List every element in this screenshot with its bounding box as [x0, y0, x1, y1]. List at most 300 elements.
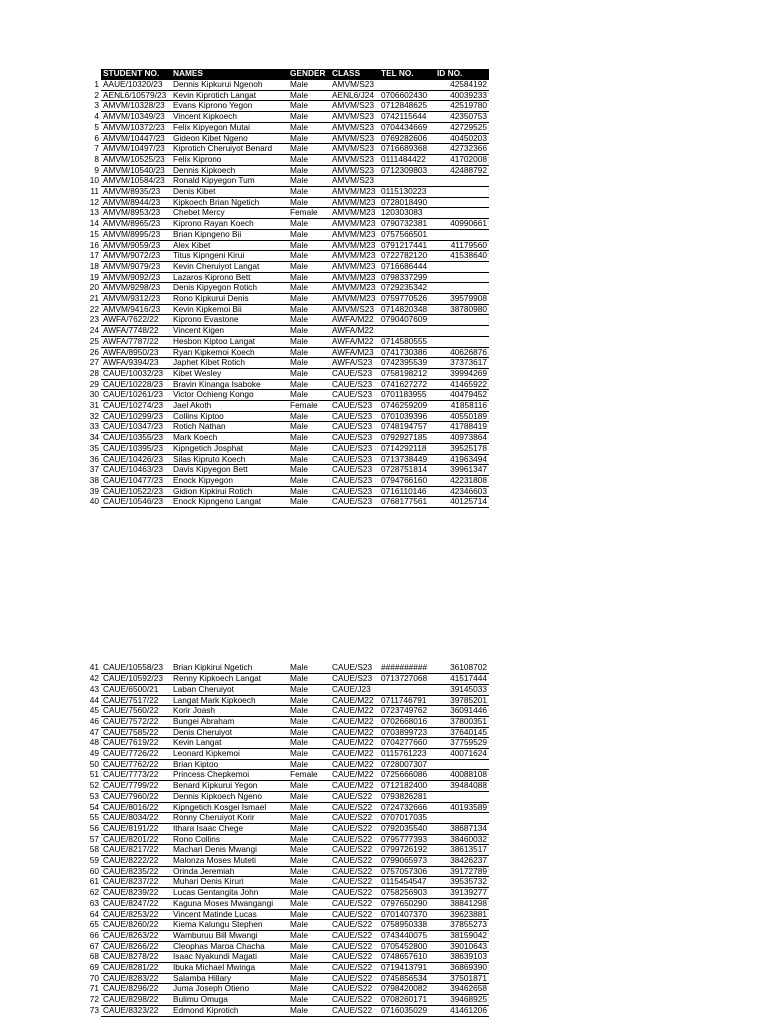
name-cell: Bulimu Omuga	[171, 995, 288, 1006]
table-row	[85, 368, 489, 379]
tel-no-cell: 0712309803	[379, 165, 435, 176]
table-row	[85, 898, 489, 909]
table-row	[85, 791, 489, 802]
name-cell: Edmond Kiprotich	[171, 1005, 288, 1016]
class-cell: CAUE/M22	[330, 695, 379, 706]
table-row	[85, 888, 489, 899]
gender-cell: Male	[288, 261, 330, 272]
gender-cell: Male	[288, 454, 330, 465]
class-cell: CAUE/M22	[330, 738, 379, 749]
row-number: 44	[89, 695, 99, 705]
tel-no-cell: 0724732666	[379, 802, 435, 813]
name-cell: Felix Kipyegon Mutai	[171, 122, 288, 133]
class-cell: CAUE/S22	[330, 845, 379, 856]
table-row	[85, 401, 489, 412]
class-cell: AMVM/M23	[330, 219, 379, 230]
name-cell: Enock Kipyegon	[171, 476, 288, 487]
name-cell: Kevin Kiprotich Langat	[171, 90, 288, 101]
tel-no-cell: 0706602430	[379, 90, 435, 101]
student-no-cell: CAUE/10355/23	[101, 433, 171, 444]
student-no-cell: CAUE/10032/23	[101, 368, 171, 379]
tel-no-cell: 0712182400	[379, 781, 435, 792]
table-row	[85, 433, 489, 444]
name-cell: Denis Cheruiyot	[171, 727, 288, 738]
id-no-cell	[435, 326, 489, 337]
name-cell: Brian Kipngeno Bii	[171, 229, 288, 240]
row-number: 64	[89, 909, 99, 919]
student-no-cell: CAUE/7762/22	[101, 759, 171, 770]
gender-cell: Male	[288, 973, 330, 984]
row-number: 69	[89, 962, 99, 973]
id-no-cell: 40193589	[435, 802, 489, 813]
name-cell: Mark Koech	[171, 433, 288, 444]
gender-cell: Male	[288, 368, 330, 379]
student-no-cell: AMVM/9092/23	[101, 272, 171, 283]
gender-cell: Male	[288, 315, 330, 326]
gender-cell: Male	[288, 433, 330, 444]
class-cell: AMVM/S23	[330, 122, 379, 133]
name-cell: Rotich Nathan	[171, 422, 288, 433]
name-cell: Kipkoech Brian Ngetich	[171, 197, 288, 208]
id-no-cell: 36869390	[435, 963, 489, 974]
class-cell: CAUE/S22	[330, 973, 379, 984]
tel-no-cell: 0729235342	[379, 283, 435, 294]
id-no-cell: 41465922	[435, 379, 489, 390]
tel-no-cell: 0790407609	[379, 315, 435, 326]
row-number: 50	[89, 759, 99, 769]
class-cell: AMVM/M23	[330, 240, 379, 251]
tel-no-cell: 0758950338	[379, 920, 435, 931]
row-number: 12	[89, 197, 99, 207]
header-id-no: ID NO.	[435, 69, 489, 80]
id-no-cell: 40071624	[435, 749, 489, 760]
id-no-cell: 39525178	[435, 443, 489, 454]
gender-cell: Male	[288, 347, 330, 358]
table-row	[85, 411, 489, 422]
name-cell: Ronny Cheruiyot Korir	[171, 813, 288, 824]
table-row	[85, 379, 489, 390]
tel-no-cell: 0791217441	[379, 240, 435, 251]
table-row	[85, 738, 489, 749]
name-cell: Kipngetich Kosgei Ismael	[171, 802, 288, 813]
gender-cell: Male	[288, 716, 330, 727]
table-row	[85, 122, 489, 133]
id-no-cell: 38687134	[435, 823, 489, 834]
class-cell: CAUE/S23	[330, 401, 379, 412]
id-no-cell: 39535732	[435, 877, 489, 888]
class-cell: CAUE/M22	[330, 749, 379, 760]
name-cell: Silas Kipruto Koech	[171, 454, 288, 465]
student-no-cell: CAUE/8239/22	[101, 888, 171, 899]
row-number: 15	[89, 229, 99, 239]
row-number: 20	[89, 282, 99, 293]
id-no-cell: 40450203	[435, 133, 489, 144]
tel-no-cell: 0769282606	[379, 133, 435, 144]
name-cell: Kevin Langat	[171, 738, 288, 749]
name-cell: Ryan Kipkemoi Koech	[171, 347, 288, 358]
student-no-cell: CAUE/6500/21	[101, 684, 171, 695]
table-row	[85, 920, 489, 931]
table-row	[85, 823, 489, 834]
id-no-cell: 39139277	[435, 888, 489, 899]
table-row	[85, 727, 489, 738]
table-row	[85, 716, 489, 727]
gender-cell: Male	[288, 920, 330, 931]
gender-cell: Male	[288, 888, 330, 899]
gender-cell: Male	[288, 112, 330, 123]
tel-no-cell: 0714820348	[379, 304, 435, 315]
row-number: 11	[90, 186, 99, 197]
name-cell: Isaac Nyakundi Magati	[171, 952, 288, 963]
class-cell: CAUE/S23	[330, 674, 379, 685]
id-no-cell: 39994269	[435, 368, 489, 379]
tel-no-cell: 0742395539	[379, 358, 435, 369]
name-cell: Denis Kipyegon Rotich	[171, 283, 288, 294]
table-row	[85, 187, 489, 198]
id-no-cell: 41517444	[435, 674, 489, 685]
id-no-cell	[435, 791, 489, 802]
row-number: 22	[89, 304, 99, 314]
tel-no-cell: 0701407370	[379, 909, 435, 920]
table-row	[85, 813, 489, 824]
tel-no-cell: 0795777393	[379, 834, 435, 845]
student-no-cell: AMVM/9072/23	[101, 251, 171, 262]
class-cell: CAUE/S23	[330, 411, 379, 422]
table-row	[85, 336, 489, 347]
id-no-cell: 38159042	[435, 930, 489, 941]
student-no-cell: AMVM/10349/23	[101, 112, 171, 123]
id-no-cell: 41461206	[435, 1005, 489, 1016]
row-number: 70	[89, 973, 99, 983]
class-cell: CAUE/S23	[330, 476, 379, 487]
gender-cell: Male	[288, 984, 330, 995]
student-no-cell: CAUE/10592/23	[101, 674, 171, 685]
id-no-cell: 37855273	[435, 920, 489, 931]
name-cell: Ibuka Michael Mwinga	[171, 963, 288, 974]
table-row	[85, 706, 489, 717]
student-no-cell: CAUE/8281/22	[101, 963, 171, 974]
row-number: 39	[89, 486, 99, 496]
gender-cell: Male	[288, 791, 330, 802]
class-cell: CAUE/S22	[330, 834, 379, 845]
table-row	[85, 781, 489, 792]
student-no-cell: CAUE/8260/22	[101, 920, 171, 931]
student-no-cell: CAUE/8323/22	[101, 1005, 171, 1016]
table-row	[85, 208, 489, 219]
gender-cell: Male	[288, 165, 330, 176]
student-no-cell: CAUE/8016/22	[101, 802, 171, 813]
gender-cell: Male	[288, 877, 330, 888]
id-no-cell: 39785201	[435, 695, 489, 706]
class-cell: CAUE/S22	[330, 823, 379, 834]
class-cell: CAUE/S22	[330, 1005, 379, 1016]
id-no-cell: 41702008	[435, 154, 489, 165]
gender-cell: Male	[288, 909, 330, 920]
student-no-cell: AMVM/8944/23	[101, 197, 171, 208]
student-no-cell: AENL6/10579/23	[101, 90, 171, 101]
table-row	[85, 101, 489, 112]
class-cell: CAUE/S23	[330, 433, 379, 444]
id-no-cell: 42346603	[435, 486, 489, 497]
id-no-cell: 40550189	[435, 411, 489, 422]
class-cell: CAUE/S23	[330, 379, 379, 390]
gender-cell: Male	[288, 90, 330, 101]
student-no-cell: AMVM/9298/23	[101, 283, 171, 294]
gender-cell: Male	[288, 197, 330, 208]
gender-cell: Male	[288, 738, 330, 749]
gender-cell: Male	[288, 952, 330, 963]
student-no-cell: AMVM/8953/23	[101, 208, 171, 219]
student-no-cell: CAUE/8201/22	[101, 834, 171, 845]
student-no-cell: CAUE/10477/23	[101, 476, 171, 487]
row-number: 18	[89, 261, 99, 271]
id-no-cell	[435, 283, 489, 294]
name-cell: Salamba Hillary	[171, 973, 288, 984]
gender-cell: Male	[288, 1005, 330, 1016]
header-class: CLASS	[330, 69, 379, 80]
row-number: 31	[89, 400, 99, 411]
gender-cell: Male	[288, 674, 330, 685]
name-cell: Gideon Kibet Ngeno	[171, 133, 288, 144]
row-number: 17	[89, 250, 99, 261]
table-row	[85, 973, 489, 984]
class-cell: CAUE/M22	[330, 706, 379, 717]
table-row	[85, 229, 489, 240]
tel-no-cell: 0728018490	[379, 197, 435, 208]
student-no-cell: AMVM/10497/23	[101, 144, 171, 155]
class-cell: CAUE/S23	[330, 497, 379, 508]
name-cell: Dennis Kipkoech	[171, 165, 288, 176]
student-no-cell: AMVM/8965/23	[101, 219, 171, 230]
class-cell: CAUE/S22	[330, 920, 379, 931]
id-no-cell: 41788419	[435, 422, 489, 433]
id-no-cell	[435, 261, 489, 272]
name-cell: Felix Kiprono	[171, 154, 288, 165]
gender-cell: Male	[288, 358, 330, 369]
student-no-cell: CAUE/8222/22	[101, 856, 171, 867]
gender-cell: Male	[288, 813, 330, 824]
row-number: 24	[89, 325, 99, 336]
tel-no-cell: 0798420082	[379, 984, 435, 995]
student-table-bottom	[85, 663, 489, 1017]
name-cell: Wamburuu Bill Mwangi	[171, 930, 288, 941]
class-cell: AMVM/M23	[330, 283, 379, 294]
id-no-cell	[435, 229, 489, 240]
row-number: 45	[89, 705, 99, 716]
gender-cell: Male	[288, 465, 330, 476]
class-cell: AWFA/M22	[330, 336, 379, 347]
table-row	[85, 684, 489, 695]
row-number: 30	[89, 389, 99, 400]
table-row	[85, 759, 489, 770]
tel-no-cell: 0716686444	[379, 261, 435, 272]
row-number: 66	[89, 930, 99, 940]
name-cell: Vincent Kipkoech	[171, 112, 288, 123]
gender-cell: Male	[288, 101, 330, 112]
gender-cell: Male	[288, 749, 330, 760]
row-number: 55	[89, 812, 99, 823]
name-cell: Lucas Gentangita John	[171, 888, 288, 899]
class-cell: AENL6/J24	[330, 90, 379, 101]
tel-no-cell: ##########	[379, 663, 435, 674]
table-row	[85, 443, 489, 454]
table-row	[85, 347, 489, 358]
row-number: 33	[89, 421, 99, 432]
class-cell: CAUE/S23	[330, 663, 379, 674]
student-no-cell: AMVM/10372/23	[101, 122, 171, 133]
name-cell: Malonza Moses Muteti	[171, 856, 288, 867]
table-row	[85, 80, 489, 91]
row-number: 65	[89, 919, 99, 930]
name-cell: Dennis Kipkoech Ngeno	[171, 791, 288, 802]
class-cell: AWFA/M22	[330, 326, 379, 337]
class-cell: CAUE/S23	[330, 486, 379, 497]
class-cell: CAUE/S23	[330, 454, 379, 465]
name-cell: Rono Collins	[171, 834, 288, 845]
name-cell: Japhet Kibet Rotich	[171, 358, 288, 369]
tel-no-cell: 0704277660	[379, 738, 435, 749]
name-cell: Vincent Matinde Lucas	[171, 909, 288, 920]
student-no-cell: CAUE/10261/23	[101, 390, 171, 401]
student-no-cell: CAUE/10347/23	[101, 422, 171, 433]
table-row	[85, 176, 489, 187]
id-no-cell: 38639103	[435, 952, 489, 963]
id-no-cell: 40125714	[435, 497, 489, 508]
gender-cell: Male	[288, 995, 330, 1006]
row-number: 21	[89, 293, 99, 304]
row-number: 14	[89, 218, 99, 229]
name-cell: Titus Kipngeni Kirui	[171, 251, 288, 262]
table-header-row	[85, 69, 489, 80]
row-number: 3	[94, 100, 99, 111]
student-no-cell: AWFA/7622/22	[101, 315, 171, 326]
id-no-cell: 39961347	[435, 465, 489, 476]
id-no-cell: 41858116	[435, 401, 489, 412]
table-row	[85, 866, 489, 877]
name-cell: Kevin Kipkemoi Bii	[171, 304, 288, 315]
class-cell: CAUE/S22	[330, 952, 379, 963]
name-cell: Brian Kipkirui Ngetich	[171, 663, 288, 674]
row-number: 32	[89, 411, 99, 421]
table-row	[85, 963, 489, 974]
class-cell: CAUE/S23	[330, 443, 379, 454]
class-cell: CAUE/M22	[330, 716, 379, 727]
student-no-cell: AWFA/9394/23	[101, 358, 171, 369]
class-cell: CAUE/S22	[330, 995, 379, 1006]
tel-no-cell: 0714580555	[379, 336, 435, 347]
tel-no-cell: 0705452800	[379, 941, 435, 952]
class-cell: AMVM/S23	[330, 144, 379, 155]
row-number: 49	[89, 748, 99, 759]
student-no-cell: AMVM/8995/23	[101, 229, 171, 240]
table-row	[85, 802, 489, 813]
id-no-cell: 40088108	[435, 770, 489, 781]
class-cell: AMVM/M23	[330, 294, 379, 305]
tel-no-cell: 0723749762	[379, 706, 435, 717]
id-no-cell	[435, 759, 489, 770]
student-no-cell: CAUE/8283/22	[101, 973, 171, 984]
tel-no-cell: 0768177561	[379, 497, 435, 508]
gender-cell: Male	[288, 727, 330, 738]
gender-cell: Male	[288, 390, 330, 401]
gender-cell: Male	[288, 759, 330, 770]
row-number: 53	[89, 791, 99, 801]
gender-cell: Male	[288, 122, 330, 133]
student-no-cell: CAUE/7726/22	[101, 749, 171, 760]
id-no-cell: 42732366	[435, 144, 489, 155]
tel-no-cell: 0741627272	[379, 379, 435, 390]
gender-cell: Male	[288, 941, 330, 952]
row-number: 40	[89, 496, 99, 507]
tel-no-cell: 0701183955	[379, 390, 435, 401]
row-number: 63	[89, 898, 99, 908]
row-number: 19	[89, 272, 99, 282]
student-no-cell: AMVM/8935/23	[101, 187, 171, 198]
student-no-cell: AWFA/8950/23	[101, 347, 171, 358]
gender-cell: Male	[288, 963, 330, 974]
tel-no-cell: 0701039396	[379, 411, 435, 422]
tel-no-cell: 0799065973	[379, 856, 435, 867]
name-cell: Leonard Kipkemoi	[171, 749, 288, 760]
class-cell: AWFA/M22	[330, 315, 379, 326]
name-cell: Kevin Cheruiyot Langat	[171, 261, 288, 272]
table-row	[85, 133, 489, 144]
student-no-cell: CAUE/8296/22	[101, 984, 171, 995]
student-no-cell: CAUE/7960/22	[101, 791, 171, 802]
student-no-cell: CAUE/10274/23	[101, 401, 171, 412]
table-row	[85, 422, 489, 433]
class-cell: AMVM/M23	[330, 197, 379, 208]
class-cell: AMVM/M23	[330, 261, 379, 272]
student-no-cell: CAUE/8278/22	[101, 952, 171, 963]
class-cell: CAUE/S22	[330, 791, 379, 802]
table-row	[85, 251, 489, 262]
row-number: 13	[89, 207, 99, 218]
id-no-cell: 41963494	[435, 454, 489, 465]
table-row	[85, 695, 489, 706]
class-cell: CAUE/S23	[330, 422, 379, 433]
row-number: 26	[89, 347, 99, 357]
gender-cell: Male	[288, 866, 330, 877]
student-table-top	[85, 69, 489, 508]
gender-cell: Male	[288, 283, 330, 294]
name-cell: Enock Kipngeno Langat	[171, 497, 288, 508]
name-cell: Jael Akoth	[171, 401, 288, 412]
gender-cell: Male	[288, 240, 330, 251]
name-cell: Langat Mark Kipkoech	[171, 695, 288, 706]
tel-no-cell: 0743440075	[379, 930, 435, 941]
name-cell: Kiprotich Cheruiyot Benard	[171, 144, 288, 155]
row-number: 61	[89, 876, 99, 887]
id-no-cell: 39462658	[435, 984, 489, 995]
class-cell: CAUE/S22	[330, 856, 379, 867]
row-number: 62	[89, 887, 99, 898]
table-row	[85, 304, 489, 315]
tel-no-cell: 0708260171	[379, 995, 435, 1006]
row-number: 36	[89, 454, 99, 464]
tel-no-cell	[379, 326, 435, 337]
gender-cell: Male	[288, 706, 330, 717]
gender-cell: Male	[288, 845, 330, 856]
student-no-cell: CAUE/10463/23	[101, 465, 171, 476]
header-gender: GENDER	[288, 69, 330, 80]
id-no-cell: 38460032	[435, 834, 489, 845]
tel-no-cell: 0115454547	[379, 877, 435, 888]
class-cell: AWFA/M23	[330, 347, 379, 358]
gender-cell: Male	[288, 476, 330, 487]
student-no-cell: CAUE/8263/22	[101, 930, 171, 941]
student-no-cell: AMVM/9312/23	[101, 294, 171, 305]
